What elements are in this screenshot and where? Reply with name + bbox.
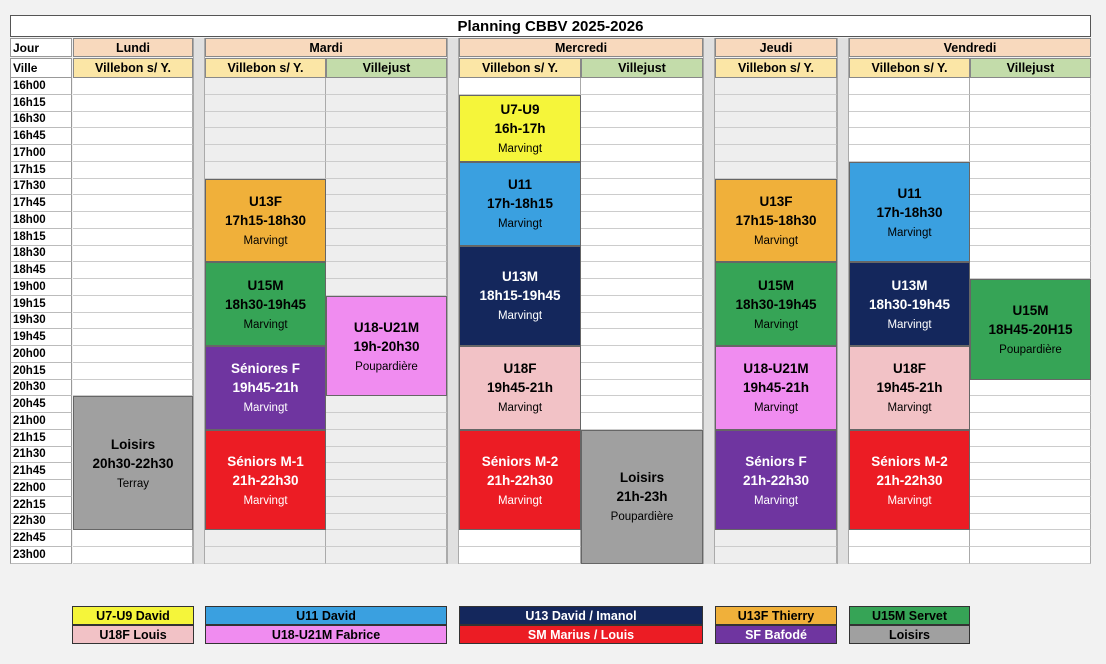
row-label-venue: Ville <box>10 58 72 78</box>
time-label: 18h30 <box>10 246 72 263</box>
session-name: U7-U9 <box>500 101 540 117</box>
legend-item: Loisirs <box>849 625 970 644</box>
time-label: 20h45 <box>10 396 72 413</box>
slot-cell[interactable] <box>73 363 193 380</box>
session-place: Marvingt <box>887 318 932 331</box>
day-header-vendredi: Vendredi <box>849 38 1091 57</box>
time-label: 19h00 <box>10 279 72 296</box>
slot-cell[interactable] <box>970 95 1091 112</box>
slot-cell[interactable] <box>326 179 447 196</box>
slot-cell[interactable] <box>970 112 1091 129</box>
session-time: 19h45-21h <box>742 380 810 396</box>
session-block[interactable] <box>849 346 970 430</box>
slot-cell[interactable] <box>970 195 1091 212</box>
slot-cell[interactable] <box>970 413 1091 430</box>
slot-cell[interactable] <box>970 530 1091 547</box>
slot-cell[interactable] <box>326 547 447 564</box>
session-place: Marvingt <box>497 494 543 507</box>
time-label: 22h00 <box>10 480 72 497</box>
session-place: Poupardière <box>999 343 1062 356</box>
slot-cell[interactable] <box>581 128 703 145</box>
slot-cell[interactable] <box>73 262 193 279</box>
venue-header: Villejust <box>326 58 447 78</box>
session-block[interactable] <box>459 246 581 347</box>
session-name: U11 <box>507 177 533 193</box>
day-separator <box>447 38 459 564</box>
slot-cell[interactable] <box>715 547 837 564</box>
slot-cell[interactable] <box>73 95 193 112</box>
slot-cell[interactable] <box>970 497 1091 514</box>
time-label: 20h30 <box>10 380 72 397</box>
session-time: 18h30-19h45 <box>868 296 951 312</box>
session-name: Séniores F <box>230 361 301 377</box>
slot-cell[interactable] <box>970 514 1091 531</box>
slot-cell[interactable] <box>73 279 193 296</box>
slot-cell[interactable] <box>326 514 447 531</box>
legend-item: U18-U21M Fabrice <box>205 625 447 644</box>
session-name: U18-U21M <box>743 361 809 377</box>
session-name: U13M <box>891 277 928 293</box>
slot-cell[interactable] <box>970 380 1091 397</box>
legend-item: U13F Thierry <box>715 606 837 625</box>
session-place: Marvingt <box>243 318 288 331</box>
slot-cell[interactable] <box>326 480 447 497</box>
time-label: 22h45 <box>10 530 72 547</box>
slot-cell[interactable] <box>205 530 326 547</box>
slot-cell[interactable] <box>326 112 447 129</box>
session-name: U18F <box>503 361 537 377</box>
slot-cell[interactable] <box>459 547 581 564</box>
slot-cell[interactable] <box>970 145 1091 162</box>
slot-cell[interactable] <box>326 530 447 547</box>
session-time: 19h-20h30 <box>353 338 420 354</box>
session-block[interactable] <box>205 262 326 346</box>
session-name: Séniors M-1 <box>227 453 304 469</box>
slot-cell[interactable] <box>205 162 326 179</box>
legend-item: U11 David <box>205 606 447 625</box>
slot-cell[interactable] <box>581 380 703 397</box>
session-name: U15M <box>757 277 794 293</box>
venue-header: Villejust <box>581 58 703 78</box>
slot-cell[interactable] <box>73 112 193 129</box>
session-block[interactable] <box>715 179 837 263</box>
session-name: U13F <box>759 193 793 209</box>
session-name: Séniors M-2 <box>871 453 948 469</box>
day-separator <box>837 38 849 564</box>
slot-cell[interactable] <box>326 229 447 246</box>
slot-cell[interactable] <box>73 346 193 363</box>
slot-cell[interactable] <box>73 128 193 145</box>
slot-cell[interactable] <box>581 396 703 413</box>
session-time: 19h45-21h <box>232 380 299 396</box>
slot-cell[interactable] <box>326 128 447 145</box>
slot-cell[interactable] <box>581 78 703 95</box>
slot-cell[interactable] <box>73 179 193 196</box>
session-block[interactable] <box>205 179 326 263</box>
session-name: U13M <box>501 269 538 285</box>
session-name: Loisirs <box>110 436 156 452</box>
session-block[interactable] <box>849 430 970 531</box>
slot-cell[interactable] <box>326 447 447 464</box>
session-name: Séniors F <box>745 453 807 469</box>
slot-cell[interactable] <box>581 262 703 279</box>
time-label: 22h30 <box>10 514 72 531</box>
slot-cell[interactable] <box>326 246 447 263</box>
session-time: 18h15-19h45 <box>479 288 561 304</box>
slot-cell[interactable] <box>970 262 1091 279</box>
time-label: 21h45 <box>10 463 72 480</box>
session-place: Marvingt <box>497 218 543 231</box>
time-label: 23h00 <box>10 547 72 564</box>
slot-cell[interactable] <box>970 430 1091 447</box>
session-name: U18-U21M <box>353 319 420 335</box>
session-name: Loisirs <box>619 470 665 486</box>
session-place: Marvingt <box>243 402 288 415</box>
slot-cell[interactable] <box>326 78 447 95</box>
slot-cell[interactable] <box>326 95 447 112</box>
time-label: 18h45 <box>10 262 72 279</box>
session-place: Marvingt <box>753 494 799 507</box>
session-block[interactable] <box>849 162 970 263</box>
slot-cell[interactable] <box>326 396 447 413</box>
slot-cell[interactable] <box>849 95 970 112</box>
slot-cell[interactable] <box>581 145 703 162</box>
slot-cell[interactable] <box>970 212 1091 229</box>
slot-cell[interactable] <box>581 179 703 196</box>
slot-cell[interactable] <box>581 246 703 263</box>
legend-item: U7-U9 David <box>72 606 194 625</box>
slot-cell[interactable] <box>715 162 837 179</box>
session-place: Marvingt <box>497 310 543 323</box>
slot-cell[interactable] <box>73 530 193 547</box>
day-header-mercredi: Mercredi <box>459 38 703 57</box>
session-block[interactable] <box>205 346 326 430</box>
slot-cell[interactable] <box>849 128 970 145</box>
slot-cell[interactable] <box>205 547 326 564</box>
slot-cell[interactable] <box>73 195 193 212</box>
time-label: 19h30 <box>10 313 72 330</box>
slot-cell[interactable] <box>73 212 193 229</box>
slot-cell[interactable] <box>73 296 193 313</box>
session-time: 21h-23h <box>616 489 668 505</box>
session-place: Poupardière <box>355 360 418 373</box>
slot-cell[interactable] <box>326 162 447 179</box>
session-block[interactable] <box>459 346 581 430</box>
slot-cell[interactable] <box>205 145 326 162</box>
slot-cell[interactable] <box>581 346 703 363</box>
slot-cell[interactable] <box>459 530 581 547</box>
slot-cell[interactable] <box>970 463 1091 480</box>
session-name: U15M <box>1012 302 1049 318</box>
session-block[interactable] <box>581 430 703 564</box>
day-header-lundi: Lundi <box>73 38 193 57</box>
slot-cell[interactable] <box>581 296 703 313</box>
venue-header: Villebon s/ Y. <box>205 58 326 78</box>
slot-cell[interactable] <box>326 195 447 212</box>
slot-cell[interactable] <box>73 380 193 397</box>
legend-item: U15M Servet <box>849 606 970 625</box>
legend-item: U18F Louis <box>72 625 194 644</box>
time-label: 16h45 <box>10 128 72 145</box>
session-place: Poupardière <box>610 511 674 524</box>
slot-cell[interactable] <box>326 497 447 514</box>
page-title: Planning CBBV 2025-2026 <box>10 15 1091 37</box>
venue-header: Villebon s/ Y. <box>849 58 970 78</box>
session-block[interactable] <box>459 430 581 531</box>
time-label: 19h15 <box>10 296 72 313</box>
session-time: 17h-18h30 <box>876 204 943 220</box>
slot-cell[interactable] <box>970 179 1091 196</box>
day-header-mardi: Mardi <box>205 38 447 57</box>
slot-cell[interactable] <box>581 329 703 346</box>
session-time: 16h-17h <box>494 120 546 136</box>
slot-cell[interactable] <box>581 413 703 430</box>
slot-cell[interactable] <box>970 78 1091 95</box>
session-place: Marvingt <box>887 494 932 507</box>
slot-cell[interactable] <box>970 547 1091 564</box>
day-header-jeudi: Jeudi <box>715 38 837 57</box>
slot-cell[interactable] <box>581 95 703 112</box>
slot-cell[interactable] <box>326 430 447 447</box>
session-name: U18F <box>892 361 926 377</box>
slot-cell[interactable] <box>970 480 1091 497</box>
slot-cell[interactable] <box>459 78 581 95</box>
session-place: Marvingt <box>887 226 932 239</box>
slot-cell[interactable] <box>205 78 326 95</box>
session-name: U11 <box>897 185 922 201</box>
slot-cell[interactable] <box>849 112 970 129</box>
slot-cell[interactable] <box>970 162 1091 179</box>
slot-cell[interactable] <box>715 128 837 145</box>
slot-cell[interactable] <box>970 396 1091 413</box>
time-label: 17h15 <box>10 162 72 179</box>
time-label: 16h00 <box>10 78 72 95</box>
venue-header: Villejust <box>970 58 1091 78</box>
session-time: 17h15-18h30 <box>735 212 817 228</box>
session-block[interactable] <box>715 346 837 430</box>
time-label: 17h00 <box>10 145 72 162</box>
venue-header: Villebon s/ Y. <box>715 58 837 78</box>
session-block[interactable] <box>459 162 581 246</box>
slot-cell[interactable] <box>715 145 837 162</box>
session-block[interactable] <box>715 430 837 531</box>
slot-cell[interactable] <box>581 229 703 246</box>
row-label-day: Jour <box>10 38 72 57</box>
slot-cell[interactable] <box>73 329 193 346</box>
time-label: 18h00 <box>10 212 72 229</box>
session-place: Marvingt <box>753 402 799 415</box>
slot-cell[interactable] <box>73 313 193 330</box>
slot-cell[interactable] <box>205 128 326 145</box>
session-time: 18h30-19h45 <box>224 296 307 312</box>
slot-cell[interactable] <box>849 530 970 547</box>
session-time: 17h-18h15 <box>486 196 554 212</box>
session-place: Marvingt <box>887 402 932 415</box>
session-block[interactable] <box>970 279 1091 380</box>
slot-cell[interactable] <box>970 128 1091 145</box>
slot-cell[interactable] <box>73 162 193 179</box>
slot-cell[interactable] <box>581 212 703 229</box>
session-time: 21h-22h30 <box>742 472 810 488</box>
time-label: 21h15 <box>10 430 72 447</box>
venue-header: Villebon s/ Y. <box>459 58 581 78</box>
day-separator <box>193 38 205 564</box>
slot-cell[interactable] <box>326 262 447 279</box>
legend-item: SM Marius / Louis <box>459 625 703 644</box>
slot-cell[interactable] <box>970 246 1091 263</box>
session-place: Marvingt <box>753 234 799 247</box>
session-time: 20h30-22h30 <box>92 455 174 471</box>
session-block[interactable] <box>849 262 970 346</box>
time-label: 16h15 <box>10 95 72 112</box>
slot-cell[interactable] <box>326 279 447 296</box>
slot-cell[interactable] <box>73 246 193 263</box>
slot-cell[interactable] <box>581 313 703 330</box>
legend-item: U13 David / Imanol <box>459 606 703 625</box>
session-time: 21h-22h30 <box>876 472 943 488</box>
slot-cell[interactable] <box>326 212 447 229</box>
slot-cell[interactable] <box>73 229 193 246</box>
session-name: U15M <box>247 277 284 293</box>
slot-cell[interactable] <box>73 145 193 162</box>
slot-cell[interactable] <box>581 279 703 296</box>
session-place: Marvingt <box>497 142 543 155</box>
time-label: 16h30 <box>10 112 72 129</box>
time-label: 19h45 <box>10 329 72 346</box>
session-block[interactable] <box>326 296 447 397</box>
session-name: U13F <box>248 193 282 209</box>
slot-cell[interactable] <box>205 112 326 129</box>
session-name: Séniors M-2 <box>481 453 559 469</box>
session-place: Terray <box>117 477 149 490</box>
session-place: Marvingt <box>243 494 288 507</box>
slot-cell[interactable] <box>326 145 447 162</box>
session-block[interactable] <box>715 262 837 346</box>
slot-cell[interactable] <box>849 78 970 95</box>
slot-cell[interactable] <box>849 145 970 162</box>
session-block[interactable] <box>205 430 326 531</box>
session-place: Marvingt <box>243 234 288 247</box>
slot-cell[interactable] <box>581 195 703 212</box>
session-block[interactable] <box>459 95 581 162</box>
venue-header: Villebon s/ Y. <box>73 58 193 78</box>
slot-cell[interactable] <box>715 78 837 95</box>
session-time: 17h15-18h30 <box>224 212 307 228</box>
time-label: 17h45 <box>10 195 72 212</box>
session-place: Marvingt <box>753 318 799 331</box>
slot-cell[interactable] <box>970 229 1091 246</box>
slot-cell[interactable] <box>326 413 447 430</box>
time-label: 20h00 <box>10 346 72 363</box>
slot-cell[interactable] <box>326 463 447 480</box>
slot-cell[interactable] <box>73 547 193 564</box>
session-time: 19h45-21h <box>876 380 943 396</box>
time-label: 21h30 <box>10 447 72 464</box>
session-time: 18H45-20H15 <box>988 321 1073 337</box>
slot-cell[interactable] <box>970 447 1091 464</box>
slot-cell[interactable] <box>73 78 193 95</box>
session-time: 21h-22h30 <box>486 472 554 488</box>
slot-cell[interactable] <box>581 112 703 129</box>
slot-cell[interactable] <box>581 162 703 179</box>
legend-item: SF Bafodé <box>715 625 837 644</box>
session-time: 21h-22h30 <box>232 472 299 488</box>
time-label: 20h15 <box>10 363 72 380</box>
slot-cell[interactable] <box>849 547 970 564</box>
slot-cell[interactable] <box>715 112 837 129</box>
slot-cell[interactable] <box>715 530 837 547</box>
session-time: 18h30-19h45 <box>735 296 817 312</box>
day-separator <box>703 38 715 564</box>
slot-cell[interactable] <box>581 363 703 380</box>
session-place: Marvingt <box>497 402 543 415</box>
session-block[interactable] <box>73 396 193 530</box>
time-label: 22h15 <box>10 497 72 514</box>
time-label: 17h30 <box>10 179 72 196</box>
slot-cell[interactable] <box>715 95 837 112</box>
session-time: 19h45-21h <box>486 380 554 396</box>
slot-cell[interactable] <box>205 95 326 112</box>
time-label: 21h00 <box>10 413 72 430</box>
time-label: 18h15 <box>10 229 72 246</box>
